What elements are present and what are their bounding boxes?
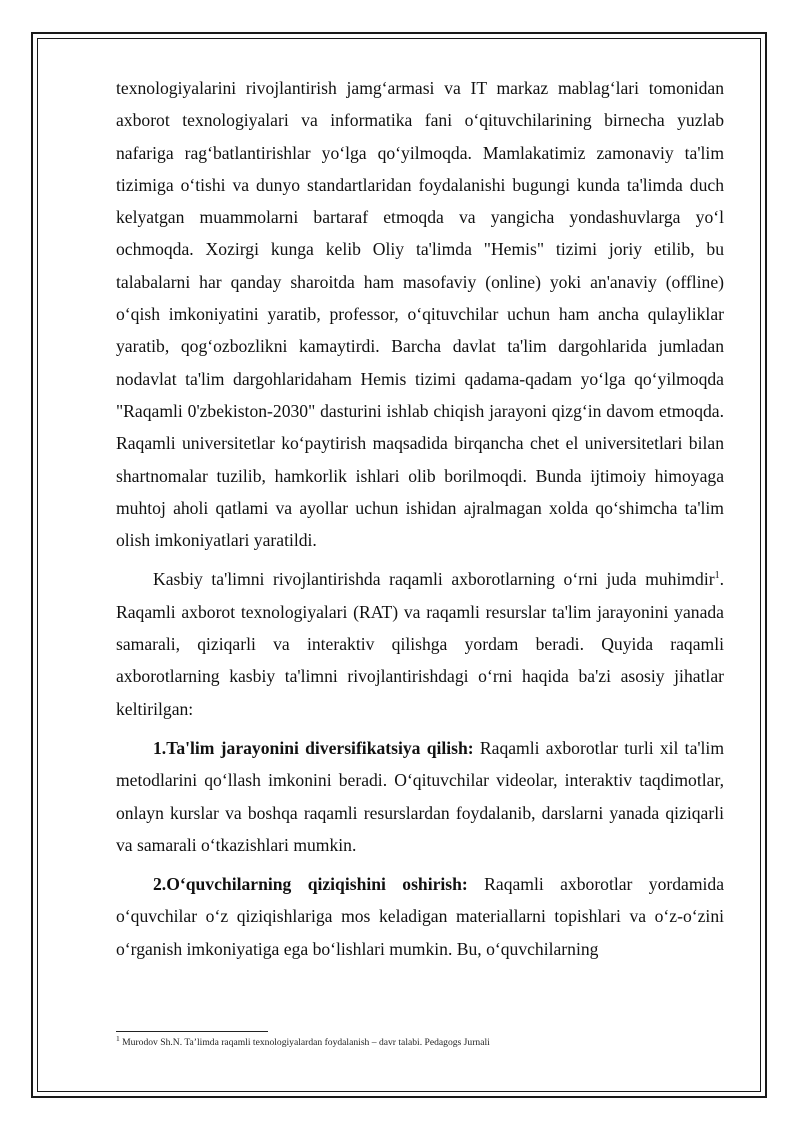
footnote-separator [116,1031,268,1032]
footnote-reference[interactable]: 1 [714,570,720,582]
point-2 [116,868,724,965]
footnote-number: 1 [116,1033,120,1043]
point-1 [116,732,724,861]
point-1-heading: 1.Ta'lim jarayonini diversifikatsiya qilish: [153,737,474,758]
paragraph-2 [116,563,724,724]
footnote-text: Murodov Sh.N. Ta’limda raqamli texnologiyalardan foydalanish – davr talabi. Pedagogs Jurnali [119,1037,490,1048]
paragraph-1: texnologiyalarini rivojlantirish jamg‘armasi va IT markaz mablag‘lari tomonidan axborot texnologiyalari va informatika fani o‘qituvchilarining birnecha yuzlab nafariga rag‘batlantirishlar yo‘lga qo‘yilmoqda. Mamlakatimiz zamonaviy ta'lim tizimiga o‘tishi va dunyo standartlaridan foydalanishi bugungi kunda ta'limda duch kelyatgan muammolarni bartaraf etmoqda va yangicha yondashuvlarga yo‘l ochmoqda. Xozirgi kunga kelib Oliy ta'limda "Hemis" tizimi joriy etilib, bu talabalarni har qanday sharoitda ham masofaviy (online) yoki an'anaviy (offline) o‘qish imkoniyatini yaratib, professor, o‘qituvchilar uchun ham ancha qulayliklar yaratib, qog‘ozbozlikni kamaytirdi. Barcha davlat ta'lim dargohlarida jumladan nodavlat ta'lim dargohlaridaham Hemis tizimi qadama-qadam yo‘lga qo‘yilmoqda "Raqamli 0'zbekiston-2030" dasturini ishlab chiqish jarayoni qizg‘in davom etmoqda. Raqamli universitetlar ko‘paytirish maqsadida birqancha chet el universitetlari bilan shartnomalar tuzilib, hamkorlik ishlari olib borilmoqdi. Bunda ijtimoiy himoyaga muhtoj aholi qatlami va ayollar uchun ishidan ajralmagan xolda qo‘shimcha ta'lim olish imkoniyatlari yaratildi. [116,78,724,551]
footnote [116,1033,724,1050]
paragraph-2-text-end: . Raqamli axborot texnologiyalari (RAT) va raqamli resurslar ta'lim jarayonini yanada samarali, qiziqarli va interaktiv qilishga yordam beradi. Quyida raqamli axborotlarning kasbiy ta'limni rivojlantirishdagi o‘rni haqida ba'zi asosiy jihatlar keltirilgan: [116,569,724,719]
point-1-body: Raqamli axborotlar turli xil ta'lim metodlarini qo‘llash imkonini beradi. O‘qituvchilar videolar, interaktiv taqdimotlar, onlayn kurslar va boshqa raqamli resurslardan foydalanib, darslarni yanada qiziqarli va samarali o‘tkazishlari mumkin. [116,737,725,855]
point-2-heading: 2.O‘quvchilarning qiziqishini oshirish: [153,874,468,895]
point-2-body: Raqamli axborotlar yordamida o‘quvchilar o‘z qiziqishlariga mos keladigan materiallarni topishlari va o‘z-o‘zini o‘rganish imkoniyatiga ega bo‘lishlari mumkin. Bu, o‘quvchilarning [116,874,725,959]
body-text [116,72,724,972]
paragraph-2-text-start: Kasbiy ta'limni rivojlantirishda raqamli axborotlarning o‘rni juda muhimdir [153,569,715,590]
